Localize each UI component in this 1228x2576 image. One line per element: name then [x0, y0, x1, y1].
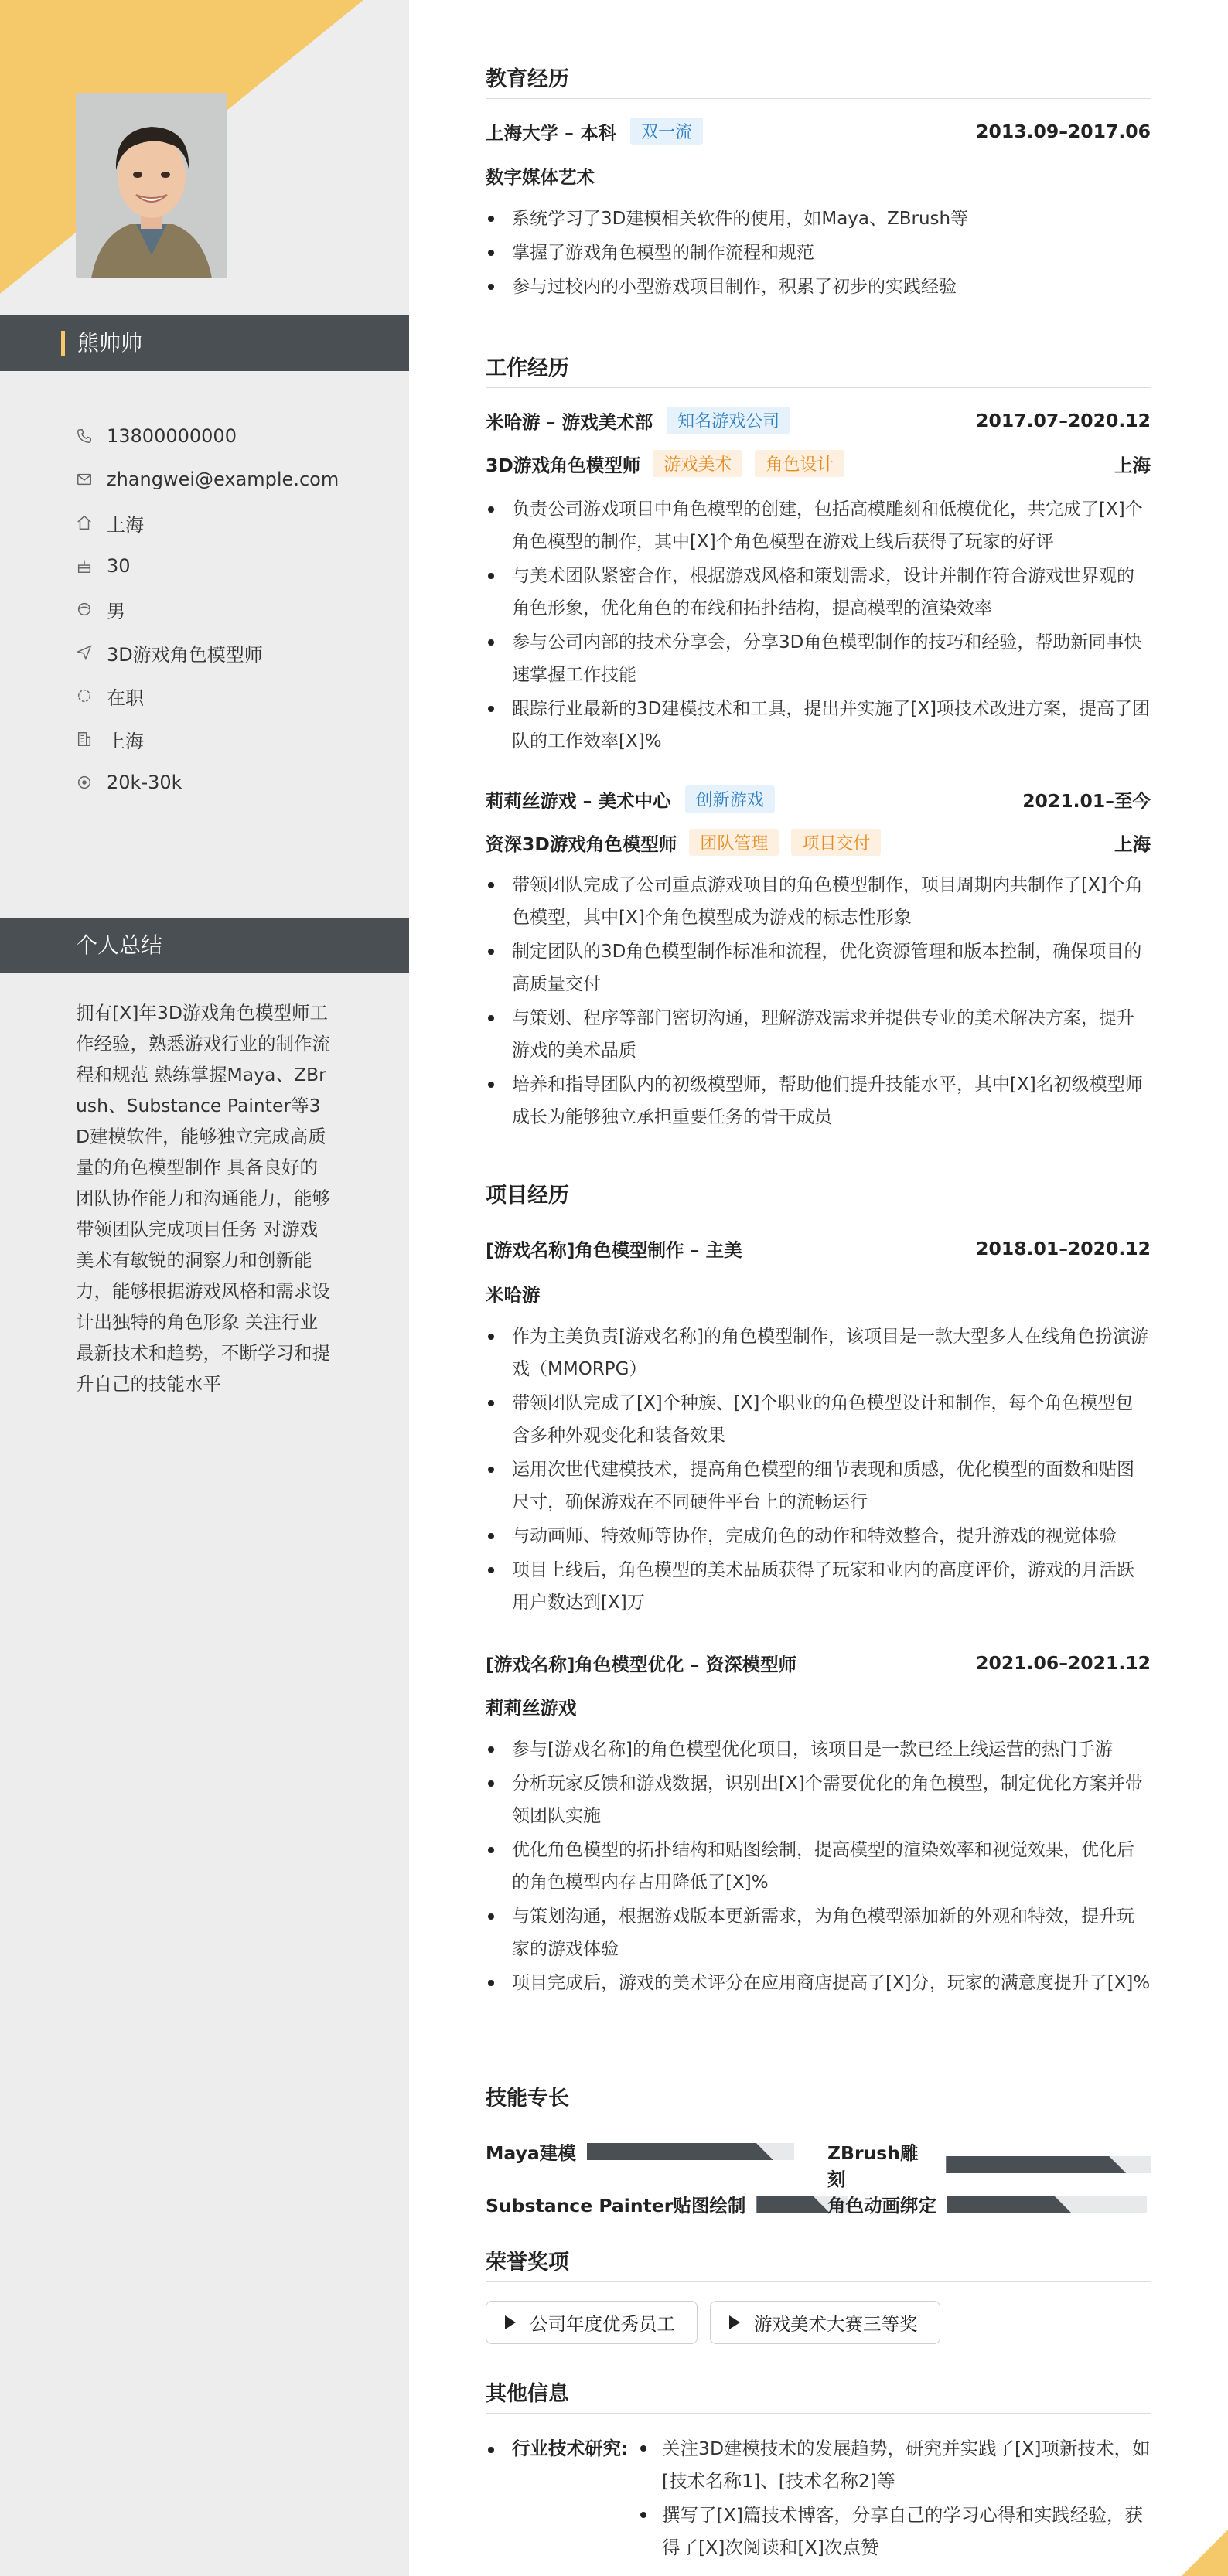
email-value: zhangwei@example.com	[107, 469, 339, 490]
skill-4	[827, 2191, 1147, 2217]
other-title: 其他信息	[486, 2377, 1151, 2414]
job-2-header	[486, 785, 1151, 813]
list-item: 跟踪行业最新的3D建模技术和工具，提出并实施了[X]项技术改进方案，提高了团队的工作效率[X]%	[486, 693, 1151, 758]
school-tag: 双一流	[630, 118, 703, 145]
name-bar	[0, 315, 409, 371]
skill-4-name: 角色动画绑定	[827, 2195, 936, 2217]
job-1-company: 米哈游 – 游戏美术部	[486, 411, 653, 433]
age-item	[76, 544, 385, 588]
work-title: 工作经历	[486, 351, 1151, 388]
gender-item	[76, 588, 385, 631]
skill-2	[827, 2138, 1151, 2191]
list-item: 撰写了[X]篇技术博客，分享自己的学习心得和实践经验，获得了[X]次阅读和[X]次点赞	[639, 2499, 1151, 2564]
phone-value: 13800000000	[107, 425, 237, 447]
status-icon	[76, 687, 93, 704]
list-item: 项目完成后，游戏的美术评分在应用商店提高了[X]分，玩家的满意度提升了[X]%	[486, 1967, 1151, 1999]
list-item: 关注3D建模技术的发展趋势，研究并实践了[X]项新技术，如[技术名称1]、[技术名称2]等	[639, 2432, 1151, 2497]
salary-value: 20k-30k	[107, 772, 182, 793]
list-item: 与美术团队紧密合作，根据游戏风格和策划需求，设计并制作符合游戏世界观的角色形象，优化角色的布线和拓扑结构，提高模型的渲染效率	[486, 560, 1151, 625]
cake-icon	[76, 557, 93, 574]
list-item: 优化角色模型的拓扑结构和贴图绘制，提高模型的渲染效率和视觉效果，优化后的角色模型内存占用降低了[X]%	[486, 1834, 1151, 1899]
location-item	[76, 501, 385, 544]
phone-icon	[76, 428, 93, 445]
position-item	[76, 631, 385, 674]
project-2-company: 莉莉丝游戏	[486, 1697, 577, 1719]
work-city-value: 上海	[107, 730, 144, 752]
list-item: 参与公司内部的技术分享会，分享3D角色模型制作的技巧和经验，帮助新同事快速掌握工作技能	[486, 626, 1151, 691]
award-1-label: 公司年度优秀员工	[530, 2313, 675, 2335]
skill-3	[486, 2191, 848, 2217]
job-2-role: 资深3D游戏角色模型师	[486, 833, 677, 855]
position-value: 3D游戏角色模型师	[107, 643, 263, 666]
job-2-company-tag: 创新游戏	[685, 785, 775, 813]
job-2-bullets	[486, 869, 1151, 1135]
list-item: 负责公司游戏项目中角色模型的创建，包括高模雕刻和低模优化，共完成了[X]个角色模型的制作，其中[X]个角色模型在游戏上线后获得了玩家的好评	[486, 493, 1151, 558]
mail-icon	[76, 471, 93, 488]
salary-item	[76, 761, 385, 804]
job-2-tag-1: 团队管理	[689, 829, 779, 856]
job-1-tag-2: 角色设计	[755, 450, 844, 477]
age-value: 30	[107, 555, 131, 577]
award-1	[486, 2301, 698, 2344]
project-2-header	[486, 1650, 1151, 1676]
gender-icon	[76, 601, 93, 618]
education-title: 教育经历	[486, 62, 1151, 99]
list-item: 参与[游戏名称]的角色模型优化项目，该项目是一款已经上线运营的热门手游	[486, 1733, 1151, 1766]
job-1-tag-1: 游戏美术	[653, 450, 742, 477]
education-date: 2013.09–2017.06	[976, 120, 1151, 142]
skill-1-fill	[587, 2143, 773, 2160]
skill-3-name: Substance Painter贴图绘制	[486, 2195, 746, 2217]
education-bullets	[486, 203, 1151, 305]
other-label: 行业技术研究:	[512, 2438, 629, 2459]
list-item: 项目上线后，角色模型的美术品质获得了玩家和业内的高度评价，游戏的月活跃用户数达到[X]万	[486, 1554, 1151, 1619]
skill-1-bar	[587, 2143, 794, 2160]
summary-header	[0, 918, 409, 973]
status-item	[76, 674, 385, 717]
school-name: 上海大学 – 本科	[486, 121, 617, 144]
skill-4-bar	[947, 2196, 1147, 2213]
list-item: 系统学习了3D建模相关软件的使用，如Maya、ZBrush等	[486, 203, 1151, 235]
list-item: 与策划、程序等部门密切沟通，理解游戏需求并提供专业的美术解决方案，提升游戏的美术品质	[486, 1002, 1151, 1067]
bullet-dot	[488, 2447, 494, 2453]
job-1-date: 2017.07–2020.12	[976, 409, 1151, 431]
job-2-date: 2021.01–至今	[1022, 789, 1151, 812]
project-2-date: 2021.06–2021.12	[976, 1652, 1151, 1674]
job-2-company: 莉莉丝游戏 – 美术中心	[486, 789, 671, 812]
education-header	[486, 118, 1151, 145]
project-1-bullets	[486, 1320, 1151, 1620]
job-1-company-tag: 知名游戏公司	[667, 407, 790, 434]
award-2-label: 游戏美术大赛三等奖	[754, 2313, 918, 2335]
list-item: 带领团队完成了[X]个种族、[X]个职业的角色模型设计和制作，每个角色模型包含多种外观变化和装备效果	[486, 1387, 1151, 1452]
list-item: 参与过校内的小型游戏项目制作，积累了初步的实践经验	[486, 271, 1151, 303]
list-item: 带领团队完成了公司重点游戏项目的角色模型制作，项目周期内共制作了[X]个角色模型，其中[X]个角色模型成为游戏的标志性形象	[486, 869, 1151, 934]
job-1-header	[486, 407, 1151, 434]
job-2-tag-2: 项目交付	[791, 829, 881, 856]
candidate-name: 熊帅帅	[77, 330, 143, 356]
award-2	[710, 2301, 940, 2344]
project-2-name: [游戏名称]角色模型优化 – 资深模型师	[486, 1654, 797, 1675]
list-item: 与策划沟通，根据游戏版本更新需求，为角色模型添加新的外观和特效，提升玩家的游戏体验	[486, 1900, 1151, 1965]
skill-1	[486, 2138, 794, 2165]
skill-2-name: ZBrush雕刻	[827, 2142, 919, 2190]
job-1-role-row	[486, 450, 1151, 477]
skill-1-name: Maya建模	[486, 2142, 576, 2164]
awards-title: 荣誉奖项	[486, 2245, 1151, 2282]
play-icon	[729, 2315, 740, 2329]
list-item: 与动画师、特效师等协作，完成角色的动作和特效整合，提升游戏的视觉体验	[486, 1520, 1151, 1552]
skills-title: 技能专长	[486, 2081, 1151, 2118]
project-2-bullets	[486, 1733, 1151, 2001]
list-item: 运用次世代建模技术，提高角色模型的细节表现和质感，优化模型的面数和贴图尺寸，确保游戏在不同硬件平台上的流畅运行	[486, 1453, 1151, 1518]
gender-value: 男	[107, 600, 125, 622]
list-item: 掌握了游戏角色模型的制作流程和规范	[486, 237, 1151, 269]
work-city-item	[76, 717, 385, 761]
job-2-city: 上海	[1114, 833, 1151, 855]
list-item: 分析玩家反馈和游戏数据，识别出[X]个需要优化的角色模型，制定优化方案并带领团队实施	[486, 1767, 1151, 1832]
project-1-name: [游戏名称]角色模型制作 – 主美	[486, 1239, 742, 1261]
job-1-bullets	[486, 493, 1151, 759]
project-1-company: 米哈游	[486, 1284, 541, 1306]
major: 数字媒体艺术	[486, 166, 595, 188]
skill-3-fill	[756, 2196, 829, 2213]
home-icon	[76, 514, 93, 531]
name-accent	[61, 331, 65, 356]
job-1-role: 3D游戏角色模型师	[486, 454, 641, 476]
status-value: 在职	[107, 687, 144, 709]
skill-4-fill	[947, 2196, 1071, 2213]
other-bullets	[639, 2432, 1151, 2565]
skill-2-fill	[946, 2156, 1126, 2173]
list-item: 制定团队的3D角色模型制作标准和流程，优化资源管理和版本控制，确保项目的高质量交付	[486, 935, 1151, 1000]
sidebar	[0, 0, 409, 2576]
skill-2-bar	[946, 2156, 1151, 2173]
job-1-city: 上海	[1114, 454, 1151, 476]
list-item: 作为主美负责[游戏名称]的角色模型制作，该项目是一款大型多人在线角色扮演游戏（MMORPG）	[486, 1320, 1151, 1385]
avatar	[76, 93, 227, 278]
email-item	[76, 458, 385, 501]
location-value: 上海	[107, 513, 144, 536]
phone-item	[76, 414, 385, 458]
building-icon	[76, 731, 93, 748]
project-1-header	[486, 1235, 1151, 1262]
send-icon	[76, 644, 93, 661]
play-icon	[505, 2315, 516, 2329]
projects-title: 项目经历	[486, 1178, 1151, 1215]
list-item: 培养和指导团队内的初级模型师，帮助他们提升技能水平，其中[X]名初级模型师成长为能够独立承担重要任务的骨干成员	[486, 1068, 1151, 1133]
project-1-date: 2018.01–2020.12	[976, 1238, 1151, 1259]
job-2-role-row	[486, 829, 1151, 856]
corner-decoration-bottom	[1182, 2530, 1228, 2576]
contact-info	[76, 414, 385, 804]
summary-title: 个人总结	[76, 932, 163, 958]
summary-text: 拥有[X]年3D游戏角色模型师工作经验，熟悉游戏行业的制作流程和规范 熟练掌握Maya、ZBrush、Substance Painter等3D建模软件，能够独立完成高质量的角色模型制作 具备良好的团队协作能力和沟通能力，能够带领团队完成项目任务 对游戏美术有敏锐的洞察力和创新能力，能够根据游戏风格和需求设计出独特的角色形象 关注行业最新技术和趋势，不断学习和提升自己的技能水平	[76, 1002, 330, 1395]
salary-icon	[76, 774, 93, 791]
